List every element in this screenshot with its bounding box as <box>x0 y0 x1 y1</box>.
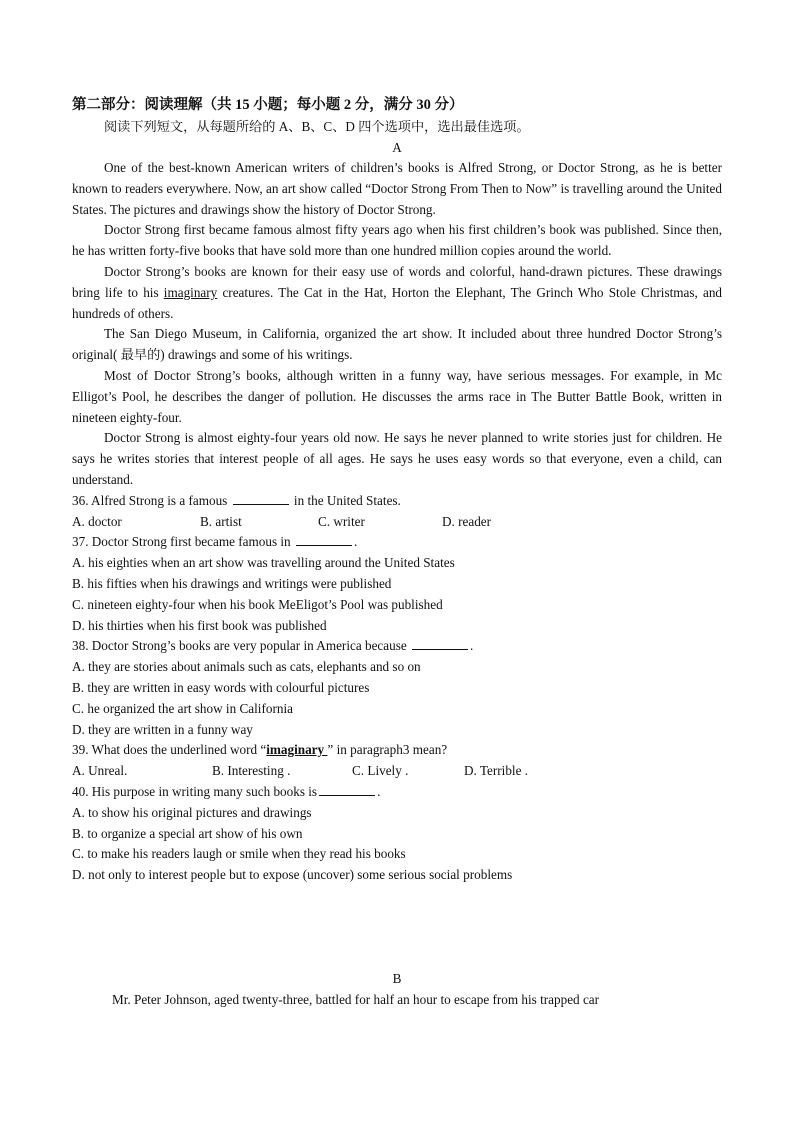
option-c: C. he organized the art show in California <box>72 700 293 716</box>
option-a: A. his eighties when an art show was travelling around the United States <box>72 555 455 571</box>
option-c: C. to make his readers laugh or smile when they read his books <box>72 846 406 862</box>
option-b: B. his fifties when his drawings and writings were published <box>72 575 392 591</box>
option-a: A. doctor <box>72 513 122 529</box>
question-38-stem-before: 38. Doctor Strong’s books are very popular in America because <box>72 638 411 654</box>
question-39-stem-after: ” in paragraph3 mean? <box>327 742 448 758</box>
question-40-stem <box>72 782 722 803</box>
question-36-options <box>72 512 722 533</box>
answer-blank <box>319 783 375 796</box>
option-d: D. they are written in a funny way <box>72 721 253 737</box>
question-36-stem-after: in the United States. <box>290 492 401 508</box>
option-b: B. to organize a special art show of his own <box>72 825 303 841</box>
answer-blank <box>233 492 289 505</box>
answer-blank <box>412 637 468 650</box>
reading-section <box>72 95 722 886</box>
section-title: 第二部分：阅读理解（共 15 小题；每小题 2 分，满分 30 分） <box>72 97 464 113</box>
option-d: D. not only to interest people but to expose (uncover) some serious social problems <box>72 867 513 883</box>
passage-a-paragraph-6: Doctor Strong is almost eighty-four years old now. He says he never planned to write stories just for children. He says he writes stories that interest people of all ages. He says he uses easy words so that everyone, even a child, can understand. <box>72 430 722 487</box>
question-39-options <box>72 761 722 782</box>
passage-b-label: B <box>392 971 402 986</box>
option-b: B. they are written in easy words with colourful pictures <box>72 679 370 695</box>
passage-b-paragraph-1: Mr. Peter Johnson, aged twenty-three, battled for half an hour to escape from his trapped car <box>112 992 600 1007</box>
option-c: C. Lively . <box>352 763 409 779</box>
option-b: B. Interesting . <box>212 763 291 779</box>
option-d: D. Terrible . <box>464 763 529 779</box>
answer-blank <box>296 533 352 546</box>
question-39-stem-before: 39. What does the underlined word “ <box>72 742 267 758</box>
question-37-stem <box>72 532 722 553</box>
question-38-stem-after: . <box>470 638 474 654</box>
passage-a-paragraph-1: One of the best-known American writers of children’s books is Alfred Strong, or Doctor Strong, as he is better known to readers everywhere. Now, an art show called “Doctor Strong From Then to Now” is travelling around the United States. The pictures and drawings show the history of Doctor Strong. <box>72 160 722 217</box>
option-d: D. reader <box>442 513 492 529</box>
paragraph-3-text-before: Doctor Strong’s books are known for their easy use of words and colorful, hand-drawn pictures. These drawings bring life to his <box>72 263 722 300</box>
passage-a-paragraph-5: Most of Doctor Strong’s books, although written in a funny way, have serious messages. For example, in Mc Elligot’s Pool, he describes the danger of pollution. He discusses the arms race in The Butter Battle Book, written in nineteen eighty-four. <box>72 367 722 425</box>
passage-a-paragraph-2: Doctor Strong first became famous almost fifty years ago when his first children’s book was published. Since then, he has written forty-five books that have sold more than one hundred million copies around the world. <box>72 222 722 259</box>
question-38-stem <box>72 636 722 657</box>
question-36-stem-before: 36. Alfred Strong is a famous <box>72 492 231 508</box>
passage-a-paragraph-4: The San Diego Museum, in California, organized the art show. It included about three hundred Doctor Strong’s original( 最早的) drawings and some of his writings. <box>72 326 722 363</box>
question-37-stem-after: . <box>353 534 358 550</box>
option-a: A. they are stories about animals such as cats, elephants and so on <box>72 659 421 675</box>
option-b: B. artist <box>200 513 242 529</box>
question-39-stem <box>72 740 722 761</box>
option-a: A. Unreal. <box>72 763 128 779</box>
option-a: A. to show his original pictures and drawings <box>72 804 312 820</box>
option-c: C. writer <box>318 513 365 529</box>
passage-a-label: A <box>392 140 402 155</box>
underlined-word-imaginary: imaginary <box>163 284 218 300</box>
question-40-stem-before: 40. His purpose in writing many such books is <box>72 783 318 799</box>
underlined-word-imaginary: imaginary <box>266 742 328 758</box>
passage-a-paragraph-3 <box>72 262 722 324</box>
question-37-stem-before: 37. Doctor Strong first became famous in <box>72 534 294 550</box>
question-40-stem-after: . <box>377 783 381 799</box>
option-c: C. nineteen eighty-four when his book MeEligot’s Pool was published <box>72 596 443 612</box>
passage-b <box>72 968 722 1010</box>
option-d: D. his thirties when his first book was published <box>72 617 327 633</box>
paragraph-3-text-after: creatures. The Cat in the Hat, Horton the Elephant, The Grinch Who Stole Christmas, and hundreds of others. <box>72 284 723 321</box>
question-36-stem <box>72 491 722 512</box>
instruction: 阅读下列短文，从每题所给的 A、B、C、D 四个选项中，选出最佳选项。 <box>104 119 530 134</box>
